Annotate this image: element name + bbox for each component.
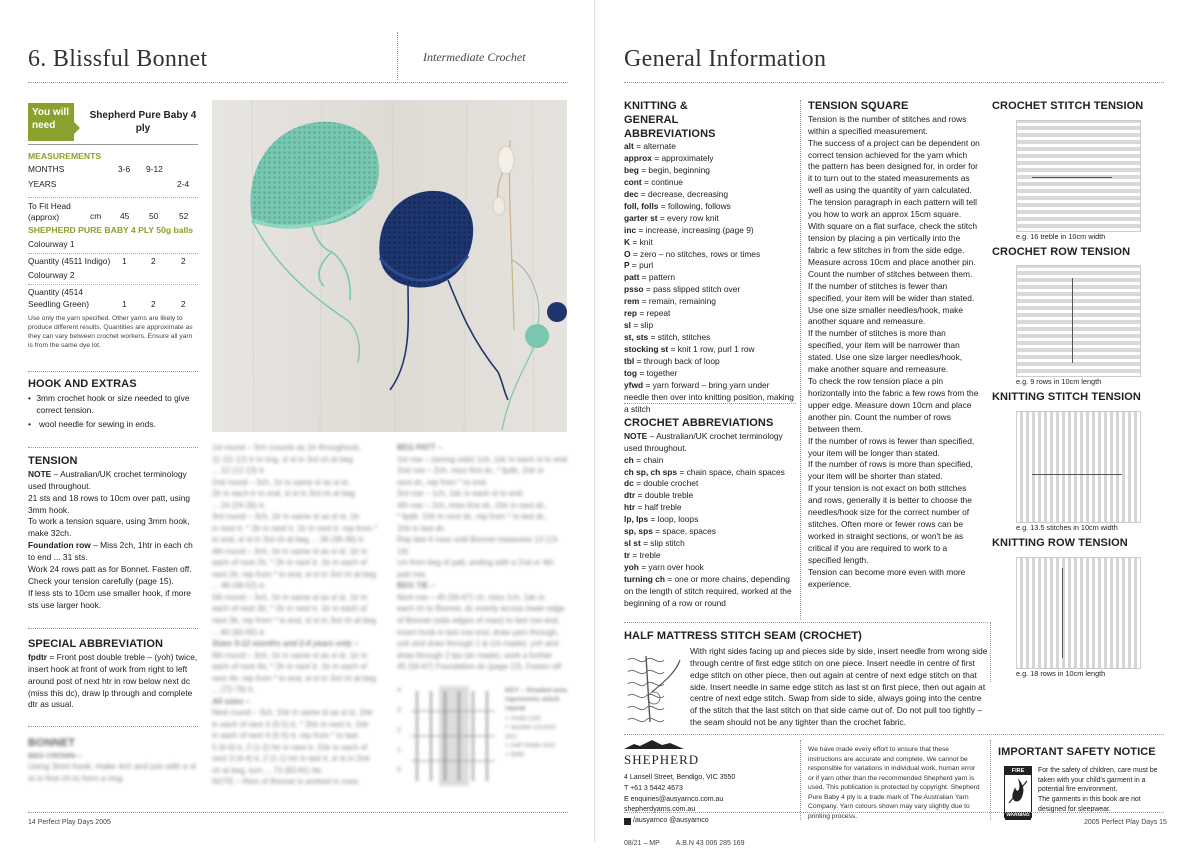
abbreviation-term: tbl [624, 355, 635, 366]
abbreviation-item [624, 189, 796, 201]
tension-section: TENSION NOTE – Australian/UK crochet terminology used throughout. 21 sts and 18 rows to 10cm over patt, using 3mm hook. To work a tension square, using 3mm hook, make 32ch. Foundation row – Miss 2ch, 1htr in each ch to end ... 31 sts. Work 24 rows patt as for Bonnet. Fasten off. Check your tension carefully (page 15). If less sts to 10cm use smaller hook, if more sts use larger hook. [28, 455, 198, 612]
abbreviation-definition: = every row knit [657, 212, 719, 223]
abbreviation-definition: = repeat [637, 308, 671, 319]
abbreviation-term: foll, folls [624, 200, 659, 211]
title-divider [397, 32, 398, 80]
divider [28, 284, 198, 285]
crochet-heading: CROCHET ABBREVIATIONS [624, 417, 774, 429]
cw2-value: 1 [122, 299, 127, 310]
measure-line [1072, 278, 1073, 363]
skill-level: Intermediate Crochet [423, 50, 526, 64]
abbreviation-item [624, 550, 796, 562]
abbreviation-item [624, 332, 796, 344]
abbreviation-item [624, 153, 796, 165]
section-rule [624, 734, 1164, 735]
mattress-stitch-section [624, 630, 990, 729]
swatch-caption: e.g. 13.5 stitches in 10cm width [1016, 522, 1118, 532]
abbreviation-definition: = together [637, 367, 678, 378]
knitting-list [624, 141, 796, 415]
list-item: • 3mm crochet hook or size needed to give correct tension. [28, 392, 190, 415]
colourway-2: Colourway 2 [28, 270, 75, 281]
abbreviation-item [624, 526, 796, 538]
head-value: 50 [149, 211, 159, 222]
abbreviation-definition: = approximately [651, 153, 714, 164]
rounds-column-2: BEG PATT – 1st row – (wrong side) 1ch, 1dc in each st to end. 2nd row – 2ch, miss first dc, * fpdtr, 1htr in next dc, rep from * to end. 3rd row – 1ch, 1dc in each st to end. 4th row – 2ch, miss first dc, 1htr in next dc, * fpdtr, 1htr in next dc, rep from * to last dc, 1htr in last dc. Rep last 4 rows until Bonnet measures 13 (13-14) cm from beg of patt, ending with a 2nd or 4th patt row. BEG TIE – Next row – 45 (56-67) ch, miss 1ch, 1dc in each ch to Bonnet, dc evenly across lower edge of Bonnet (side edges of rows) to last row end, insert hook in last row end, draw yarn through, yoh and draw through 1 lp (ch made), yoh and draw through 2 lps (dc made), work a further 45 (56-67) Foundation dc (page 13). Fasten off. [397, 443, 569, 672]
crochet-abbreviations: CROCHET ABBREVIATIONS NOTE – Australian/UK crochet terminology used throughout. ch = chain ch sp, ch sps = chain space, chain spaces dc = double crochet dtr = double treble htr = half treble lp, lps = loop, loops sp, sps = space, spaces sl st = slip stitch tr = treble yoh = yarn over hook turning ch = one or more chains, depending on the length of stitch required, worked at the beginning of a row or round [624, 417, 796, 610]
abbreviation-item [624, 344, 796, 356]
abbreviation-term: htr [624, 502, 636, 513]
abbreviation-term: stocking st [624, 343, 669, 354]
abbreviation-item [624, 213, 796, 225]
special-abbreviation: SPECIAL ABBREVIATION fpdtr = Front post double treble – (yoh) twice, insert hook at front of work from right to left around post of next htr in row below next dc (miss this dc), draw lp through and complete dtr as usual. [28, 638, 198, 710]
pattern-title: 6. Blissful Bonnet [28, 46, 208, 72]
balls-heading: SHEPHERD PURE BABY 4 PLY 50g balls [28, 225, 194, 236]
paragraph: With square on a flat surface, check the stitch tension by placing a pin vertically into the fabric a few stitches in from the side edge. Measure across 10cm and place another pin. Count the number of stitches between them. [808, 221, 977, 279]
cw2-value: 2 [151, 299, 156, 310]
paragraph: If your tension is not exact on both stitches and rows, generally it is better to choose the needles/hook size for the correct number of stitches. Often more or fewer rows can be worked in straight sections, or won't be as critical if you are required to work to a specified length. [808, 483, 972, 565]
brand-logo: SHEPHERD [624, 751, 700, 767]
paragraph: If the number of rows is fewer than specified, your item will be longer than stated. [808, 435, 975, 458]
abbreviation-term: ch [624, 454, 634, 465]
cw2-qty-label: Quantity (4514 Seedling Green) [28, 287, 89, 310]
abbreviation-term: dtr [624, 490, 636, 501]
divider [28, 197, 198, 198]
abbreviation-definition: = purl [629, 260, 654, 271]
months-value: 9-12 [146, 164, 163, 175]
bonnet-section: BONNET BEG CROWN – Using 3mm hook, make 4ch and join with a sl st in first ch to form a ring. [28, 737, 197, 784]
section-rule [28, 447, 198, 448]
abbreviation-term: alt [624, 141, 634, 152]
abbreviation-term: psso [624, 284, 644, 295]
months-row [28, 164, 198, 179]
months-label: MONTHS [28, 164, 65, 175]
safety-notice [998, 746, 1164, 818]
head-row [28, 201, 198, 223]
abbreviation-definition: = alternate [633, 141, 676, 152]
abbreviation-definition: = through back of loop [634, 355, 720, 366]
footer-rule [28, 812, 568, 813]
knitting-abbreviations [624, 100, 796, 415]
info-title: General Information [624, 46, 827, 72]
abbreviation-term: approx [624, 153, 652, 164]
section-rule [28, 628, 198, 629]
arrow-icon [74, 122, 80, 134]
abbreviation-term: yoh [624, 561, 639, 572]
paragraph: If the number of rows is more than specified, your item will be shorter than stated. [808, 459, 973, 482]
paragraph: Tension can become more even with more experience. [808, 566, 966, 589]
measurements [28, 150, 198, 350]
abbreviation-term: tog [624, 367, 638, 378]
abbreviation-item [624, 478, 796, 490]
contact-details: 4 Lansell Street, Bendigo, VIC 3550 T +61 3 5442 4673 E enquiries@ausyarnco.com.au shepherdyarns.com.au /ausyarnco @ausyarnco [624, 773, 794, 827]
paragraph: The success of a project can be dependent on correct tension achieved for the yarn which the pattern has been designed for, in order for it to turn out to the stated measurements as well as using the quantity of yarn calculated. [808, 137, 980, 196]
abbreviation-item [624, 272, 796, 284]
abbreviation-item [624, 455, 796, 467]
abbreviation-item [624, 284, 796, 296]
social-row [624, 816, 794, 827]
brand-block [624, 740, 794, 849]
abbreviation-term: ch sp, ch sps [624, 466, 678, 477]
cw1-value: 2 [181, 256, 186, 267]
head-value: 45 [120, 211, 130, 222]
you-need-box [28, 103, 198, 143]
facebook-icon [624, 818, 631, 825]
knitting-row-swatch [1016, 557, 1141, 669]
abbreviation-item [624, 141, 796, 153]
section-rule [28, 371, 198, 372]
measure-line [1032, 474, 1122, 475]
footer-rule [624, 812, 1164, 813]
bonnet-heading: BONNET [28, 737, 76, 749]
abbreviation-definition: = chain [633, 454, 664, 465]
abbreviation-definition: = stitch, stitches [648, 332, 711, 342]
crochet-stitch-swatch [1016, 120, 1141, 232]
tension-square-heading: TENSION SQUARE [808, 100, 909, 112]
crochet-row-swatch [1016, 265, 1141, 377]
column-divider [990, 740, 991, 820]
title-rule [28, 82, 568, 83]
abbreviation-item [624, 296, 796, 308]
measure-line [1032, 177, 1112, 178]
abbreviation-definition: = zero – no stitches, rows or times [630, 248, 761, 259]
website-link[interactable]: shepherdyarns.com.au [624, 806, 696, 814]
swatch-column [992, 100, 1164, 678]
left-page [0, 0, 595, 842]
abbreviation-term: dec [624, 188, 639, 199]
safety-text: For the safety of children, care must be taken with your child's garment in a potential fire environment. The garments in this book are not designed for sleepwear. [1038, 767, 1158, 813]
head-unit: cm [90, 211, 102, 222]
cw1-qty-row [28, 256, 198, 270]
abbreviation-item [624, 574, 796, 610]
abbreviation-definition: = knit [630, 236, 653, 247]
abbreviation-item [624, 177, 796, 189]
abbreviation-term: yfwd [624, 379, 644, 390]
abbreviation-term: rep [624, 308, 638, 319]
abbreviation-term: K [624, 236, 631, 247]
fire-warning-icon: FIRE WARNING [1004, 766, 1032, 818]
abbreviation-definition: = double crochet [633, 478, 699, 489]
knitting-stitch-swatch [1016, 411, 1141, 523]
print-code-row: 08/21 – MP A.B.N 43 006 285 169 [624, 840, 745, 848]
cw1-qty-label: Quantity (4511 Indigo) [28, 256, 111, 267]
column-divider [800, 740, 801, 820]
abbreviation-item [624, 562, 796, 574]
years-value: 2-4 [177, 179, 190, 190]
measurements-heading: MEASUREMENTS [28, 151, 102, 161]
swatch-caption: e.g. 9 rows in 10cm length [1016, 377, 1102, 387]
divider [28, 253, 198, 254]
abbreviation-definition: = yarn forward – bring yarn under needle then over into knitting position, making a stitch [624, 379, 794, 414]
abbreviation-definition: = pattern [639, 272, 675, 283]
column-divider [800, 100, 801, 620]
cw1-value: 2 [151, 256, 156, 267]
section-rule [624, 403, 796, 404]
abbreviation-term: rem [624, 296, 640, 307]
abbreviation-term: lp, lps [624, 514, 649, 525]
safety-heading: IMPORTANT SAFETY NOTICE [998, 746, 1156, 758]
abbreviation-item [624, 538, 796, 550]
title-rule [624, 82, 1164, 83]
section-rule [28, 726, 198, 727]
bullet-icon: • [28, 392, 31, 403]
abbreviation-item [624, 225, 796, 237]
abbreviation-definition: = space, spaces [652, 526, 716, 537]
yarn-note: Use only the yarn specified. Other yarns are likely to produce different results. Quantities are approximate as they can vary between crochet workers. Ensure all yarn is from the same dye lot. [28, 315, 193, 350]
swatch-heading: KNITTING ROW TENSION [992, 536, 1128, 549]
abbreviation-definition: = treble [630, 549, 661, 560]
abbreviation-definition: = remain, remaining [639, 296, 716, 307]
abbreviation-term: patt [624, 272, 640, 283]
bullet-icon: • [28, 418, 31, 429]
stitch-chart [397, 686, 569, 796]
abbreviation-term: dc [624, 478, 634, 489]
years-label: YEARS [28, 179, 57, 190]
bonnet-photo [212, 100, 567, 432]
tension-square [808, 100, 980, 591]
abbreviation-item [624, 249, 796, 261]
chart-key: KEY – Shaded area represents stitch repeat = chain (ch) = double crochet (dc) = half treble (htr) = fpdtr [505, 687, 567, 759]
months-value: 3-6 [118, 164, 131, 175]
abbreviation-definition: = pass slipped stitch over [643, 284, 741, 295]
swatch-heading: KNITTING STITCH TENSION [992, 391, 1141, 404]
disclaimer: We have made every effort to ensure that these instructions are accurate and complete. We cannot be responsible for variations in individual work, human error or if yarn other than the recommended Shepherd yarn is used. This publication is protected by copyright. Shepherd Pure Baby 4 ply is a trade mark of The Australian Yarn Company. Yarn colours shown may vary slightly due to printing process. [808, 746, 980, 820]
swatch-caption: e.g. 16 treble in 10cm width [1016, 231, 1106, 241]
abbreviation-definition: = decrease, decreasing [638, 188, 729, 199]
mountain-logo-icon [624, 740, 684, 749]
abbreviation-term: sp, sps [624, 526, 653, 537]
abbreviation-term: beg [624, 165, 639, 176]
crochet-list [624, 455, 796, 610]
abbreviation-term: inc [624, 224, 637, 235]
abbreviation-definition: = increase, increasing (page 9) [636, 224, 754, 235]
special-heading: SPECIAL ABBREVIATION [28, 638, 164, 650]
abbreviation-item [624, 356, 796, 368]
page-footer: 2005 Perfect Play Days 15 [1084, 819, 1167, 826]
paragraph: The tension paragraph in each pattern will tell you how to work an approx 15cm square. [808, 197, 977, 220]
abbreviation-term: P [624, 260, 630, 271]
abbreviation-item [624, 308, 796, 320]
abbreviation-term: cont [624, 177, 642, 188]
chart-diagram [411, 686, 501, 796]
column-divider [990, 622, 991, 682]
mattress-stitch-diagram [624, 652, 682, 728]
abbreviation-item [624, 201, 796, 213]
photo-illustration [212, 100, 567, 432]
abbreviation-item [624, 320, 796, 332]
you-need-rule [28, 144, 198, 145]
abbreviation-term: st, sts [624, 332, 649, 342]
abbreviation-definition: = knit 1 row, purl 1 row [668, 343, 755, 354]
social-handles[interactable]: /ausyarnco @ausyarnco [633, 817, 709, 825]
abbreviation-definition: = slip [631, 320, 654, 331]
abbreviation-item [624, 467, 796, 479]
abbreviation-definition: = half treble [635, 502, 682, 513]
abbreviation-item [624, 237, 796, 249]
colourway-1: Colourway 1 [28, 239, 75, 250]
tension-heading: TENSION [28, 455, 78, 467]
abbreviation-item [624, 502, 796, 514]
abbreviation-item [624, 368, 796, 380]
right-page [596, 0, 1191, 848]
page-footer: 14 Perfect Play Days 2005 [28, 819, 111, 826]
paragraph: If the number of stitches is more than specified, your item will be narrower than stated. Use one size larger needles/hook, make another square and remeasure. [808, 328, 963, 375]
abbreviation-item [624, 165, 796, 177]
abbreviation-item [624, 514, 796, 526]
flame-icon [1005, 775, 1031, 808]
abbreviation-term: sl [624, 320, 631, 331]
cw1-value: 1 [122, 256, 127, 267]
cw2-value: 2 [181, 299, 186, 310]
swatch-heading: CROCHET ROW TENSION [992, 245, 1131, 258]
knitting-heading: KNITTING & GENERAL ABBREVIATIONS [624, 100, 716, 140]
mattress-text: With right sides facing up and pieces side by side, insert needle from wrong side through centre of first edge stitch on one piece. Insert needle in centre of first edge stitch on other piece, then out again at centre of next edge stitch on that side. Insert needle in same edge stitch as last st on first piece, then out again at centre of next edge stitch. Swap from side to side, always going into the centre of the stitch that the last stitch on that side came out of. Do not pull too tightly – the seam should not be any tighter than the crochet fabric. [690, 645, 988, 728]
abbreviation-definition: = following, follows [658, 200, 731, 211]
email-link[interactable]: E enquiries@ausyarnco.com.au [624, 795, 724, 803]
abbreviation-term: tr [624, 549, 631, 560]
tension-square-text [808, 114, 980, 591]
swatch-caption: e.g. 18 rows in 10cm length [1016, 668, 1106, 678]
abbreviation-definition: = yarn over hook [638, 561, 704, 572]
abbreviation-definition: = one or more chains, depending on the length of stitch required, worked at the beginning of a row or round [624, 573, 792, 608]
abbreviation-definition: = begin, beginning [638, 165, 710, 176]
abbreviation-definition: = slip stitch [640, 538, 685, 549]
you-need-label: You will need [28, 103, 74, 141]
chart-row-labels: 4 3 2 1 0 [397, 687, 401, 774]
abbreviation-item [624, 490, 796, 502]
hook-section [28, 378, 198, 431]
mattress-heading: HALF MATTRESS STITCH SEAM (CROCHET) [624, 630, 862, 642]
head-value: 52 [179, 211, 189, 222]
section-rule [624, 622, 988, 623]
cw2-qty-row [28, 287, 198, 311]
head-label: To Fit Head (approx) [28, 201, 71, 223]
rounds-column-1: 1st round – 3ch (counts as 1tr throughout), 11 (11-12) tr in ring, sl st in 3rd ch at beg ... 12 (12-13) tr. 2nd round – 3ch, 1tr in same st as sl st, 2tr in each tr to end, sl st in 3rd ch at beg ... 24 (24-26) tr. 3rd round – 3ch, 1tr in same st as sl st, 1tr in next tr, * 2tr in next tr, 1tr in next tr, rep from * to end, sl st in 3rd ch at beg ... 36 (36-39) tr. 4th round – 3ch, 1tr in same st as sl st, 1tr in each of next 2tr, * 2tr in next tr, 1tr in each of next 2tr, rep from * to end, sl st in 3rd ch at beg ... 48 (48-52) tr. 5th round – 3ch, 1tr in same st as sl st, 1tr in each of next 3tr, * 2tr in next tr, 1tr in each of next 3tr, rep from * to end, sl st in 3rd ch at beg ... 60 (60-65) tr. Sizes 9-12 months and 2-4 years only – 6th round – 3ch, 1tr in same st as sl st, 1tr in each of next 4tr, * 2tr in next tr, 1tr in each of next 4tr, rep from * to end, sl st in 3rd ch at beg ... (72-78) tr. All sizes – Next round – 3ch, 1htr in same st as sl st, 1htr in each of next 4 (5-5) tr, * 2htr in next tr, 1htr in each of next 4 (5-5) tr, rep from * to last 5 (6-6) tr, 2 (1-2) htr in next tr, 1htr in each of next 3 (4-4) tr, 2 (1-1) htr in last tr, sl st in 2nd ch at beg, turn ... 73 (83-91) htr. NOTE – Rem of Bonnet is worked in rows. [212, 443, 378, 787]
measure-line [1062, 568, 1063, 658]
paragraph: If the number of stitches is fewer than specified, your item will be wider than stated. Use one size smaller needles/hook, make another square and remeasure. [808, 280, 975, 327]
abbreviation-item [624, 260, 796, 272]
years-row [28, 179, 198, 194]
abbreviation-term: sl st [624, 538, 641, 549]
paragraph: To check the row tension place a pin horizontally into the fabric a few rows from the upper edge. Measure down 10cm and place another pin. Count the number of rows between them. [808, 376, 979, 434]
swatch-heading: CROCHET STITCH TENSION [992, 100, 1144, 112]
abbreviation-definition: = continue [641, 177, 683, 188]
abbreviation-term: garter st [624, 212, 658, 223]
abbreviation-definition: = double treble [635, 490, 694, 501]
abbreviation-definition: = loop, loops [648, 514, 699, 525]
list-item: • wool needle for sewing in ends. [28, 418, 156, 429]
hook-heading: HOOK AND EXTRAS [28, 378, 137, 390]
abbreviation-item [624, 380, 796, 416]
abbreviation-definition: = chain space, chain spaces [677, 466, 785, 477]
abbreviation-term: turning ch [624, 573, 665, 584]
abbreviation-term: O [624, 248, 631, 259]
yarn-name: Shepherd Pure Baby 4 ply [89, 110, 197, 134]
paragraph: Tension is the number of stitches and rows within a specified measurement. [808, 113, 967, 136]
